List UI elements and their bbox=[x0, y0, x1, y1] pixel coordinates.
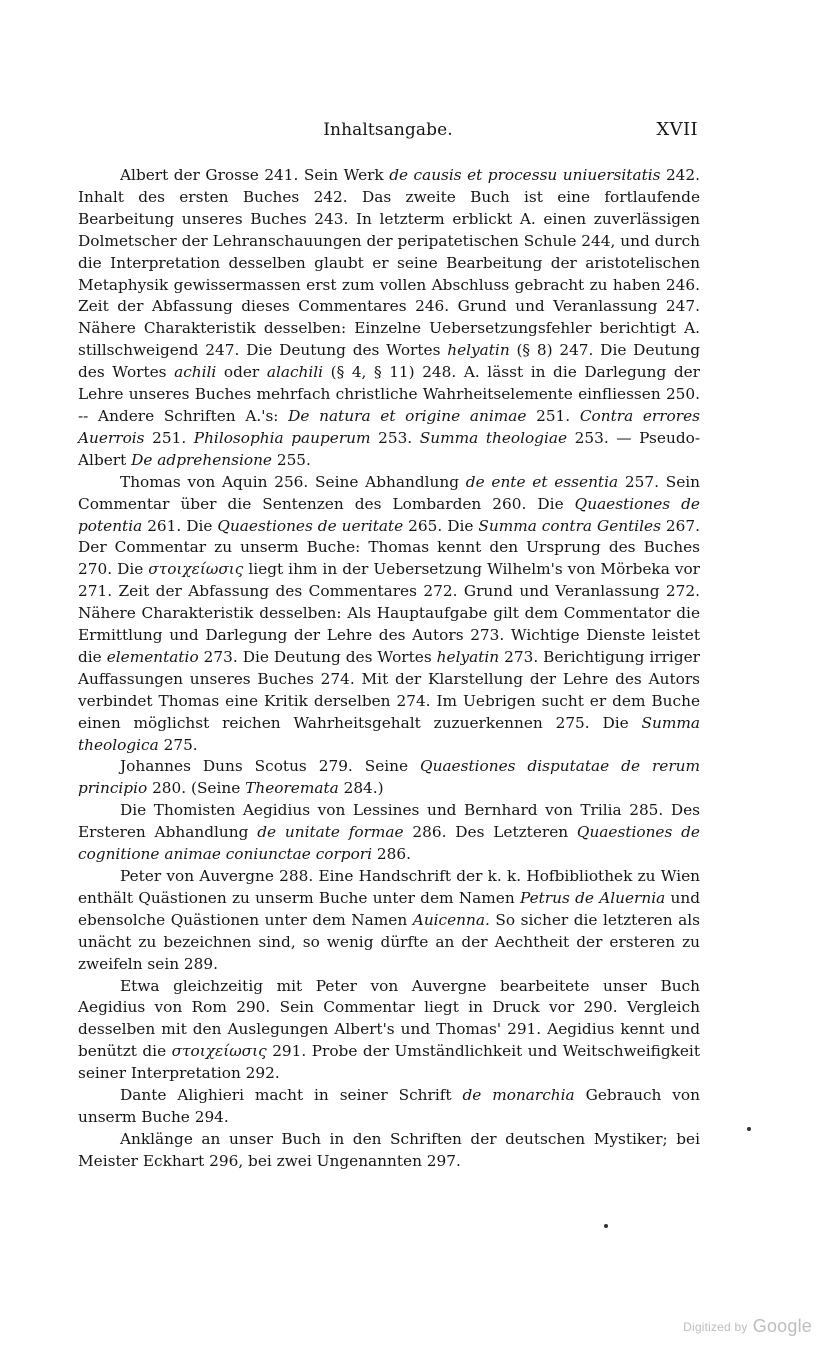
italic-title: στοιχείωσις bbox=[171, 1042, 267, 1061]
paragraph-text: 280. (Seine bbox=[147, 779, 246, 798]
page-number: XVII bbox=[656, 119, 698, 140]
paragraph-text: Gebrauch von unserm Buche 294. bbox=[78, 1086, 700, 1126]
paragraph-peter bbox=[78, 866, 700, 976]
paragraph-text: 253. bbox=[370, 428, 420, 447]
italic-title: De adprehensione bbox=[131, 450, 272, 469]
paragraph-text: 251. bbox=[526, 406, 580, 425]
paragraph-text: Thomas von Aquin 256. Seine Abhandlung bbox=[120, 472, 466, 491]
page-title: Inhaltsangabe. bbox=[323, 120, 453, 140]
paragraph-text: 286. bbox=[372, 845, 411, 864]
paragraph-text: 284.) bbox=[338, 779, 384, 798]
italic-title: Quaestiones de cognitione animae coniunctae corpori bbox=[78, 823, 700, 864]
paragraph-text: 251. bbox=[144, 428, 194, 447]
paragraph-text: 242. Inhalt des ersten Buches 242. Das zweite Buch ist eine fortlaufende Bearbeitung unseres Buches 243. In letzterm erblickt A. einen zuverlässigen Dolmetscher der Lehranschauungen der peripatetischen Schule 244, und durch die Interpretation desselben glaubt er seine Bearbeitung der aristotelischen Metaphysik gewissermassen erst zum vollen Abschluss gebracht zu haben 246. Zeit der Abfassung dieses Commentares 246. Grund und Veranlassung 247. Nähere Charakteristik desselben: Einzelne Uebersetzungsfehler berichtigt A. stillschweigend 247. Die Deutung des Wortes bbox=[78, 166, 701, 360]
italic-title: Summa theologiae bbox=[419, 428, 568, 447]
page-header bbox=[78, 120, 698, 144]
italic-title: de causis et processu uniuersitatis bbox=[389, 166, 661, 184]
paragraph-dante bbox=[78, 1085, 700, 1129]
italic-title: achili bbox=[174, 363, 217, 382]
italic-title: de monarchia bbox=[462, 1086, 575, 1105]
paragraph-text: und ebensolche Quästionen unter dem Namen bbox=[78, 888, 700, 929]
paragraph-text: 286. Des Letzteren bbox=[403, 823, 577, 842]
paragraph-thomisten bbox=[78, 800, 700, 866]
watermark-brand: Google bbox=[752, 1316, 812, 1336]
digitization-watermark bbox=[683, 1316, 812, 1337]
watermark-prefix: Digitized by bbox=[683, 1320, 748, 1334]
italic-title: de ente et essentia bbox=[465, 472, 619, 491]
paragraph-text: Peter von Auvergne 288. Eine Handschrift der k. k. Hofbibliothek zu Wien enthält Quästionen zu unserm Buche unter dem Namen bbox=[78, 867, 700, 907]
paragraph-text: liegt ihm in der Uebersetzung Wilhelm's von Mörbeka vor 271. Zeit der Abfassung des Commentares 272. Grund und Veranlassung 272. Nähere Charakteristik desselben: Als Hauptaufgabe gilt dem Commentator die Ermittlung und Darlegung der Lehre des Autors 273. Wichtige Dienste leistet die bbox=[78, 560, 700, 666]
print-speck-1 bbox=[747, 1127, 751, 1131]
paragraph-albert bbox=[78, 165, 700, 472]
paragraph-text: 267. Der Commentar zu unserm Buche: Thomas kennt den Ursprung des Buches 270. Die bbox=[78, 516, 700, 579]
paragraph-text: Die Thomisten Aegidius von Lessines und Bernhard von Trilia 285. Des Ersteren Abhandlung bbox=[78, 801, 700, 842]
paragraph-scotus bbox=[78, 756, 700, 800]
italic-title: στοιχείωσις bbox=[148, 560, 244, 579]
paragraph-text: 265. Die bbox=[403, 516, 479, 535]
italic-title: helyatin bbox=[436, 647, 500, 666]
paragraph-text: 275. bbox=[158, 735, 198, 754]
paragraph-text: (§ 4, § 11) 248. A. lässt in die Darlegung der Lehre unseres Buches mehrfach christliche Wahrheitselemente einfliessen 250. -- Andere Schriften A.'s: bbox=[78, 363, 700, 425]
italic-title: Quaestiones disputatae de rerum principio bbox=[78, 757, 700, 798]
paragraph-text: 255. bbox=[271, 450, 311, 469]
paragraph-text: Dante Alighieri macht in seiner Schrift bbox=[120, 1086, 463, 1105]
italic-title: Summa theologica bbox=[78, 713, 700, 754]
italic-title: Petrus de Aluernia bbox=[519, 888, 666, 907]
paragraph-text: 253. — Pseudo-Albert bbox=[78, 428, 700, 469]
italic-title: alachili bbox=[266, 363, 324, 382]
paragraph-text: Etwa gleichzeitig mit Peter von Auvergne bearbeitete unser Buch Aegidius von Rom 290. Sein Commentar liegt in Druck vor 290. Vergleich desselben mit den Auslegungen Albert's und Thomas' 291. Aegidius kennt und benützt die bbox=[78, 976, 700, 1061]
print-speck-2 bbox=[604, 1224, 608, 1228]
paragraph-text: 291. Probe der Umständlichkeit und Weitschweifigkeit seiner Interpretation 292. bbox=[78, 1042, 700, 1083]
paragraph-text: 261. Die bbox=[142, 516, 218, 535]
paragraph-text: oder bbox=[216, 363, 267, 382]
italic-title: Quaestiones de ueritate bbox=[217, 516, 404, 535]
italic-title: Contra errores Auerrois bbox=[78, 406, 700, 447]
italic-title: Theoremata bbox=[245, 779, 339, 798]
italic-title: Summa contra Gentiles bbox=[478, 516, 661, 535]
paragraph-text: 273. Die Deutung des Wortes bbox=[198, 647, 437, 666]
paragraph-text: (§ 8) 247. Die Deutung des Wortes bbox=[78, 341, 700, 382]
paragraph-text: 273. Berichtigung irriger Auffassungen unseres Buches 274. Mit der Klarstellung der Lehre des Autors verbindet Thomas eine Kritik derselben 274. Im Uebrigen sucht er dem Buche einen möglichst reichen Wahrheitsgehalt zuzuerkennen 275. Die bbox=[78, 647, 700, 732]
paragraph-text: Anklänge an unser Buch in den Schriften der deutschen Mystiker; bei Meister Eckhart 296, bei zwei Ungenannten 297. bbox=[78, 1129, 700, 1170]
italic-title: de unitate formae bbox=[257, 823, 404, 842]
paragraph-aegidius bbox=[78, 976, 700, 1086]
paragraph-text: Johannes Duns Scotus 279. Seine bbox=[120, 757, 421, 776]
italic-title: helyatin bbox=[447, 341, 510, 360]
italic-title: elementatio bbox=[106, 647, 199, 666]
paragraph-text: 257. Sein Commentar über die Sentenzen des Lombarden 260. Die bbox=[78, 472, 700, 513]
italic-title: Philosophia pauperum bbox=[193, 428, 371, 447]
italic-title: Quaestiones de potentia bbox=[78, 494, 700, 535]
table-of-contents-text bbox=[78, 165, 700, 1173]
paragraph-text: Albert der Grosse 241. Sein Werk bbox=[120, 166, 390, 184]
paragraph-mystiker bbox=[78, 1129, 700, 1173]
italic-title: De natura et origine animae bbox=[288, 406, 527, 425]
paragraph-text: So sicher die letzteren als unächt zu bezeichnen sind, so wenig dürfte an der Aechtheit der ersteren zu zweifeln sein 289. bbox=[78, 910, 700, 973]
paragraph-thomas bbox=[78, 472, 700, 757]
italic-title: Auicenna. bbox=[412, 910, 490, 929]
